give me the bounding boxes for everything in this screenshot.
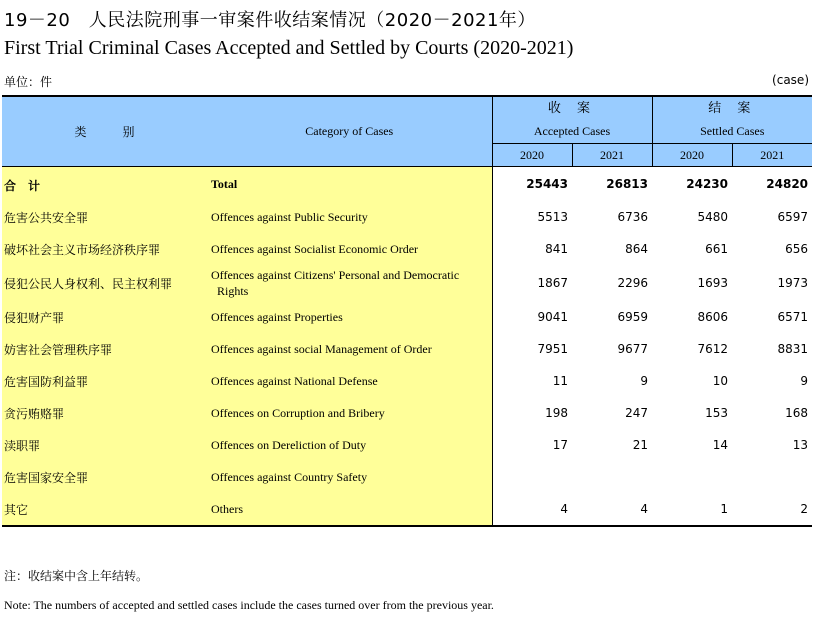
row-value: 24230 [652,167,732,202]
row-value: 2 [732,493,812,526]
row-category-en: Offences against Socialist Economic Order [207,233,492,265]
row-category-cn: 合 计 [2,167,207,202]
row-category-en: Total [207,167,492,202]
row-category-cn: 危害公共安全罪 [2,201,207,233]
row-value: 10 [652,365,732,397]
row-value: 841 [492,233,572,265]
row-value: 5513 [492,201,572,233]
row-category-en [207,265,492,301]
header-category-cn [2,96,207,167]
row-value: 2296 [572,265,652,301]
table-row [2,201,812,233]
row-value [652,461,732,493]
header-settled-cn: 结 案 [708,101,757,116]
row-value: 7612 [652,333,732,365]
row-value: 9 [572,365,652,397]
table-row [2,397,812,429]
table-row-total [2,167,812,202]
title-english: First Trial Criminal Cases Accepted and Settled by Courts (2020-2021) [4,37,574,59]
row-category-cn: 侵犯财产罪 [2,301,207,333]
table-row [2,493,812,526]
row-category-en: Offences against Properties [207,301,492,333]
row-value: 4 [492,493,572,526]
row-value: 21 [572,429,652,461]
row-category-cn: 其它 [2,493,207,526]
row-category-en: Offences against social Management of Order [207,333,492,365]
row-value [732,461,812,493]
row-value: 24820 [732,167,812,202]
row-category-en-line1: Offences against Citizens' Personal and Democratic [211,268,460,282]
row-category-cn: 贪污贿赂罪 [2,397,207,429]
row-category-en: Others [207,493,492,526]
header-year-settled-2021: 2021 [732,144,812,167]
row-category-en: Offences against Country Safety [207,461,492,493]
row-category-en: Offences against National Defense [207,365,492,397]
table-row [2,365,812,397]
table-row [2,429,812,461]
row-value: 9 [732,365,812,397]
row-category-cn: 危害国防利益罪 [2,365,207,397]
row-category-en-line2: Rights [217,284,249,298]
row-value: 8831 [732,333,812,365]
row-value: 9677 [572,333,652,365]
row-value: 1867 [492,265,572,301]
row-value: 14 [652,429,732,461]
header-accepted-cn: 收 案 [547,101,597,116]
row-value: 26813 [572,167,652,202]
table-row [2,265,812,301]
row-value: 25443 [492,167,572,202]
header-year-accepted-2021: 2021 [572,144,652,167]
table-row [2,301,812,333]
row-category-cn: 侵犯公民人身权利、民主权利罪 [2,265,207,301]
row-value [492,461,572,493]
row-value: 6959 [572,301,652,333]
row-value: 8606 [652,301,732,333]
header-accepted-en: Accepted Cases [533,124,611,138]
title-chinese: 19－20 人民法院刑事一审案件收结案情况（2020－2021年） [4,10,536,31]
note-chinese: 注：收结案中含上年结转。 [4,569,149,583]
row-category-cn: 妨害社会管理秩序罪 [2,333,207,365]
row-category-en: Offences on Dereliction of Duty [207,429,492,461]
row-value: 5480 [652,201,732,233]
row-category-cn: 危害国家安全罪 [2,461,207,493]
header-category-cn-text: 类 别 [74,125,135,139]
header-year-accepted-2020: 2020 [492,144,572,167]
row-value: 1973 [732,265,812,301]
note-english: Note: The numbers of accepted and settled cases include the cases turned over from the previous year. [4,598,494,612]
row-value: 198 [492,397,572,429]
cases-table [2,95,812,527]
row-value: 6597 [732,201,812,233]
row-value: 4 [572,493,652,526]
row-value: 864 [572,233,652,265]
row-value: 17 [492,429,572,461]
row-value: 6736 [572,201,652,233]
row-category-cn: 破坏社会主义市场经济秩序罪 [2,233,207,265]
row-value [572,461,652,493]
header-settled [652,96,812,144]
row-value: 661 [652,233,732,265]
row-value: 6571 [732,301,812,333]
unit-english: (case) [772,73,809,87]
row-value: 1 [652,493,732,526]
row-value: 1693 [652,265,732,301]
unit-label: 单位：件 [4,75,53,89]
row-value: 153 [652,397,732,429]
header-category-en [207,96,492,167]
row-value: 168 [732,397,812,429]
row-value: 9041 [492,301,572,333]
row-value: 656 [732,233,812,265]
header-row-groups [2,96,812,144]
row-value: 11 [492,365,572,397]
row-category-en: Offences on Corruption and Bribery [207,397,492,429]
table-row [2,333,812,365]
row-value: 247 [572,397,652,429]
row-value: 7951 [492,333,572,365]
row-category-en: Offences against Public Security [207,201,492,233]
row-category-cn: 渎职罪 [2,429,207,461]
header-year-settled-2020: 2020 [652,144,732,167]
table-row [2,461,812,493]
table-row [2,233,812,265]
header-category-en-text: Category of Cases [305,124,394,138]
header-settled-en: Settled Cases [700,124,765,138]
row-value: 13 [732,429,812,461]
header-accepted [492,96,652,144]
